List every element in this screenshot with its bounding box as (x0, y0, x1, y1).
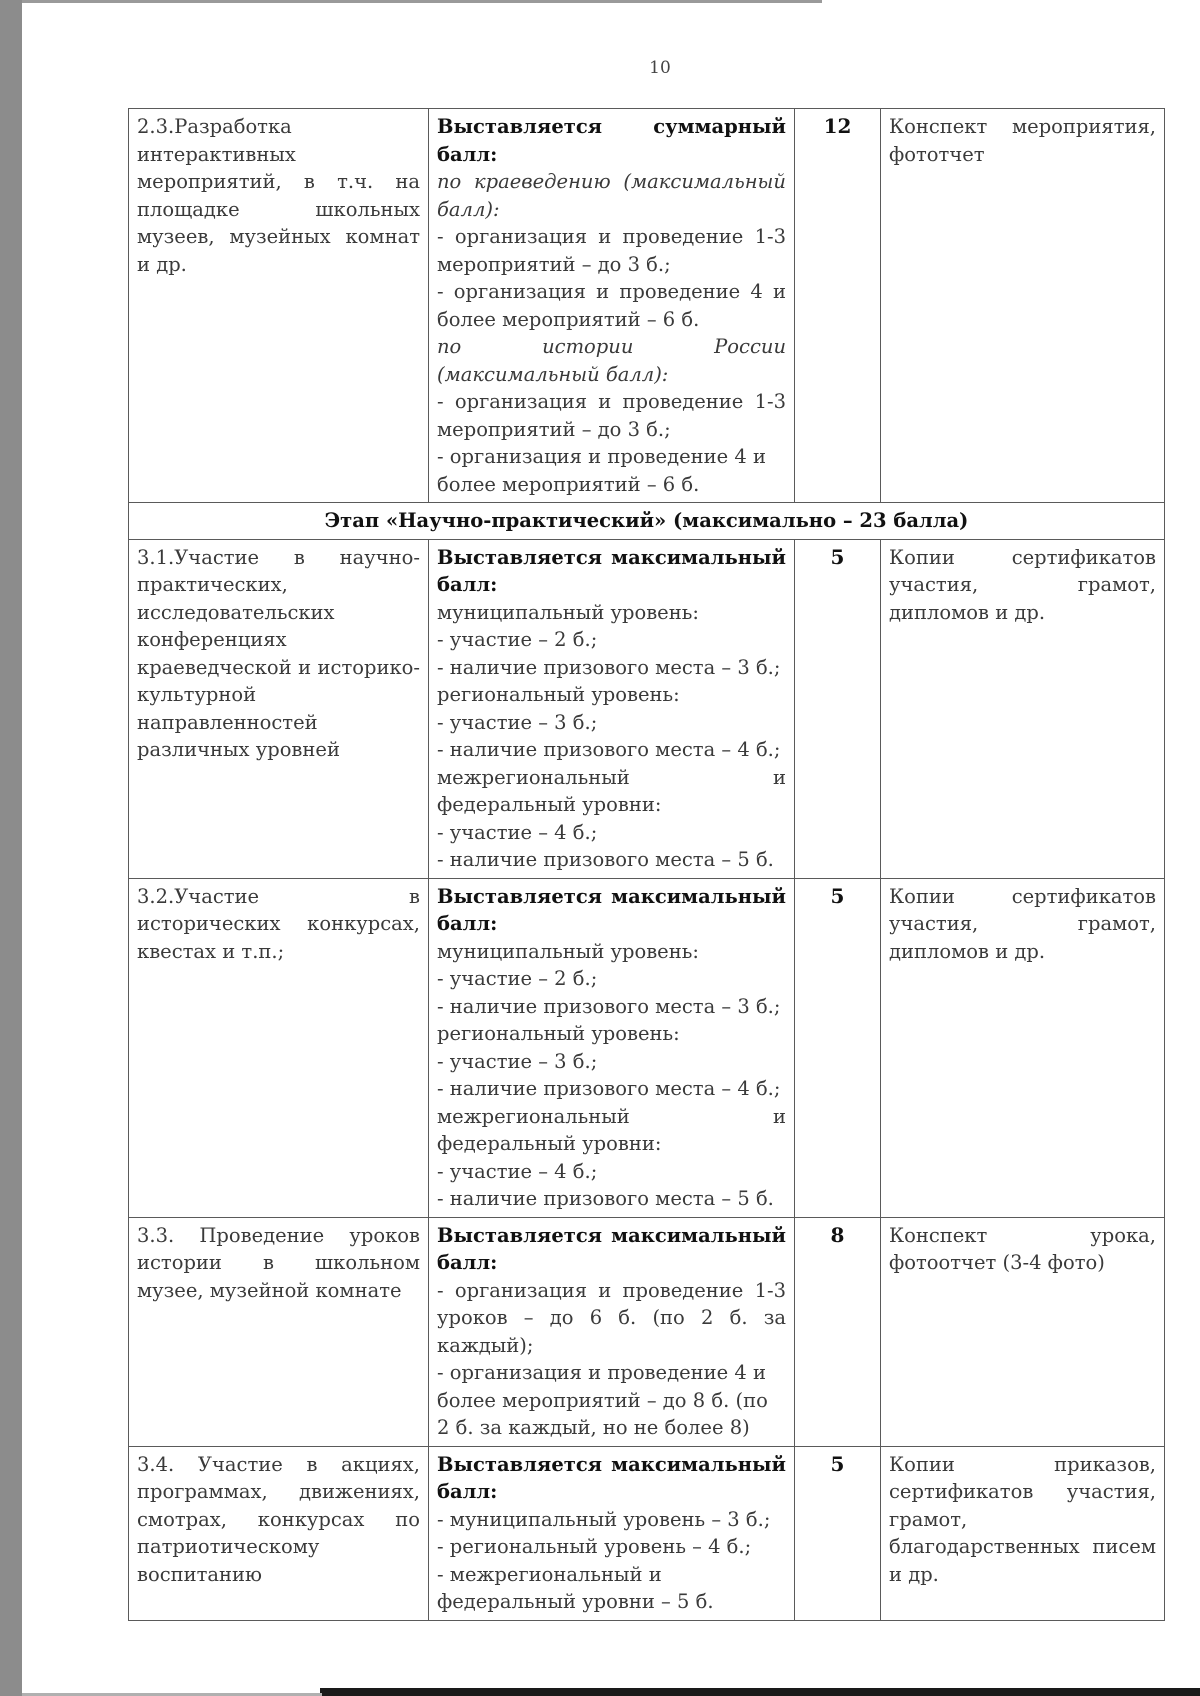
method-line: региональный уровень: (437, 1022, 680, 1045)
method-line: - наличие призового места – 4 б.; (437, 1077, 781, 1100)
criterion-cell: 3.1.Участие в научно-практических, исследовательских конференциях краеведческой и историко-культурной направленностей различных уровней (129, 539, 429, 878)
criterion-cell: 3.2.Участие в исторических конкурсах, квестах и т.п.; (129, 878, 429, 1217)
method-cell (429, 539, 795, 878)
score-cell: 5 (795, 539, 881, 878)
method-line: - организация и проведение 1-3 уроков – до 6 б. (по 2 б. за каждый); (437, 1278, 786, 1357)
method-line: муниципальный уровень: (437, 939, 699, 963)
method-heading: Выставляется максимальный балл: (437, 884, 786, 935)
criteria-table (128, 108, 1165, 1621)
evidence-cell: Копии приказов, сертификатов участия, грамот, благодарственных писем и др. (881, 1446, 1165, 1620)
method-line: по краеведению (максимальный балл): (437, 170, 786, 221)
method-heading: Выставляется максимальный балл: (437, 1452, 786, 1503)
method-line: - муниципальный уровень – 3 б.; (437, 1507, 771, 1531)
method-line: - наличие призового места – 3 б.; (437, 655, 781, 679)
table-row (129, 109, 1165, 503)
method-line: - региональный уровень – 4 б.; (437, 1535, 752, 1558)
method-line: региональный уровень: (437, 683, 680, 706)
method-line: - организация и проведение 1-3 мероприятий – до 3 б.; (437, 390, 786, 441)
method-line: - организация и проведение 4 и более мероприятий – до 8 б. (по 2 б. за каждый, но не более 8) (437, 1361, 768, 1439)
score-cell: 5 (795, 1446, 881, 1620)
table-row (129, 1446, 1165, 1620)
method-line: по истории России (максимальный балл): (437, 335, 786, 386)
method-line: межрегиональный и федеральный уровни: (437, 1104, 786, 1155)
method-line: - межрегиональный и федеральный уровни – 5 б. (437, 1562, 714, 1613)
method-line: - участие – 2 б.; (437, 628, 598, 651)
evidence-cell: Конспект урока, фотоотчет (3-4 фото) (881, 1217, 1165, 1446)
method-line: - организация и проведение 1-3 мероприятий – до 3 б.; (437, 225, 786, 276)
evidence-cell: Конспект мероприятия, фототчет (881, 109, 1165, 503)
score-cell: 12 (795, 109, 881, 503)
table-row (129, 1217, 1165, 1446)
criterion-cell: 2.3.Разработка интерактивных мероприятий, в т.ч. на площадке школьных музеев, музейных комнат и др. (129, 109, 429, 503)
scan-left-edge (0, 0, 22, 1696)
method-cell (429, 1217, 795, 1446)
scan-bottom-edge (320, 1688, 1200, 1696)
section-title: Этап «Научно-практический» (максимально – 23 балла) (129, 503, 1165, 540)
criterion-cell: 3.3. Проведение уроков истории в школьном музее, музейной комнате (129, 1217, 429, 1446)
page-number: 10 (649, 58, 671, 78)
method-line: - участие – 4 б.; (437, 820, 598, 844)
method-line: - организация и проведение 4 и более мероприятий – 6 б. (437, 280, 786, 331)
method-heading: Выставляется суммарный балл: (437, 115, 786, 166)
score-cell: 8 (795, 1217, 881, 1446)
method-line: - участие – 3 б.; (437, 710, 598, 734)
table-row (129, 878, 1165, 1217)
method-line: - наличие призового места – 4 б.; (437, 738, 781, 761)
method-line: - участие – 2 б.; (437, 967, 598, 990)
method-line: муниципальный уровень: (437, 600, 699, 624)
method-line: - наличие призового места – 5 б. (437, 848, 774, 871)
table-row (129, 539, 1165, 878)
method-line: - участие – 3 б.; (437, 1049, 598, 1073)
evidence-cell: Копии сертификатов участия, грамот, дипломов и др. (881, 878, 1165, 1217)
method-line: - организация и проведение 4 и более мероприятий – 6 б. (437, 445, 766, 496)
scan-top-edge (22, 0, 822, 3)
method-line: - наличие призового места – 5 б. (437, 1187, 774, 1210)
method-heading: Выставляется максимальный балл: (437, 545, 786, 596)
criterion-cell: 3.4. Участие в акциях, программах, движениях, смотрах, конкурсах по патриотическому воспитанию (129, 1446, 429, 1620)
score-cell: 5 (795, 878, 881, 1217)
method-cell (429, 109, 795, 503)
method-cell (429, 1446, 795, 1620)
method-line: межрегиональный и федеральный уровни: (437, 765, 786, 816)
evidence-cell: Копии сертификатов участия, грамот, дипломов и др. (881, 539, 1165, 878)
method-cell (429, 878, 795, 1217)
method-line: - участие – 4 б.; (437, 1159, 598, 1183)
method-heading: Выставляется максимальный балл: (437, 1223, 786, 1274)
section-row (129, 503, 1165, 540)
method-line: - наличие призового места – 3 б.; (437, 994, 781, 1018)
